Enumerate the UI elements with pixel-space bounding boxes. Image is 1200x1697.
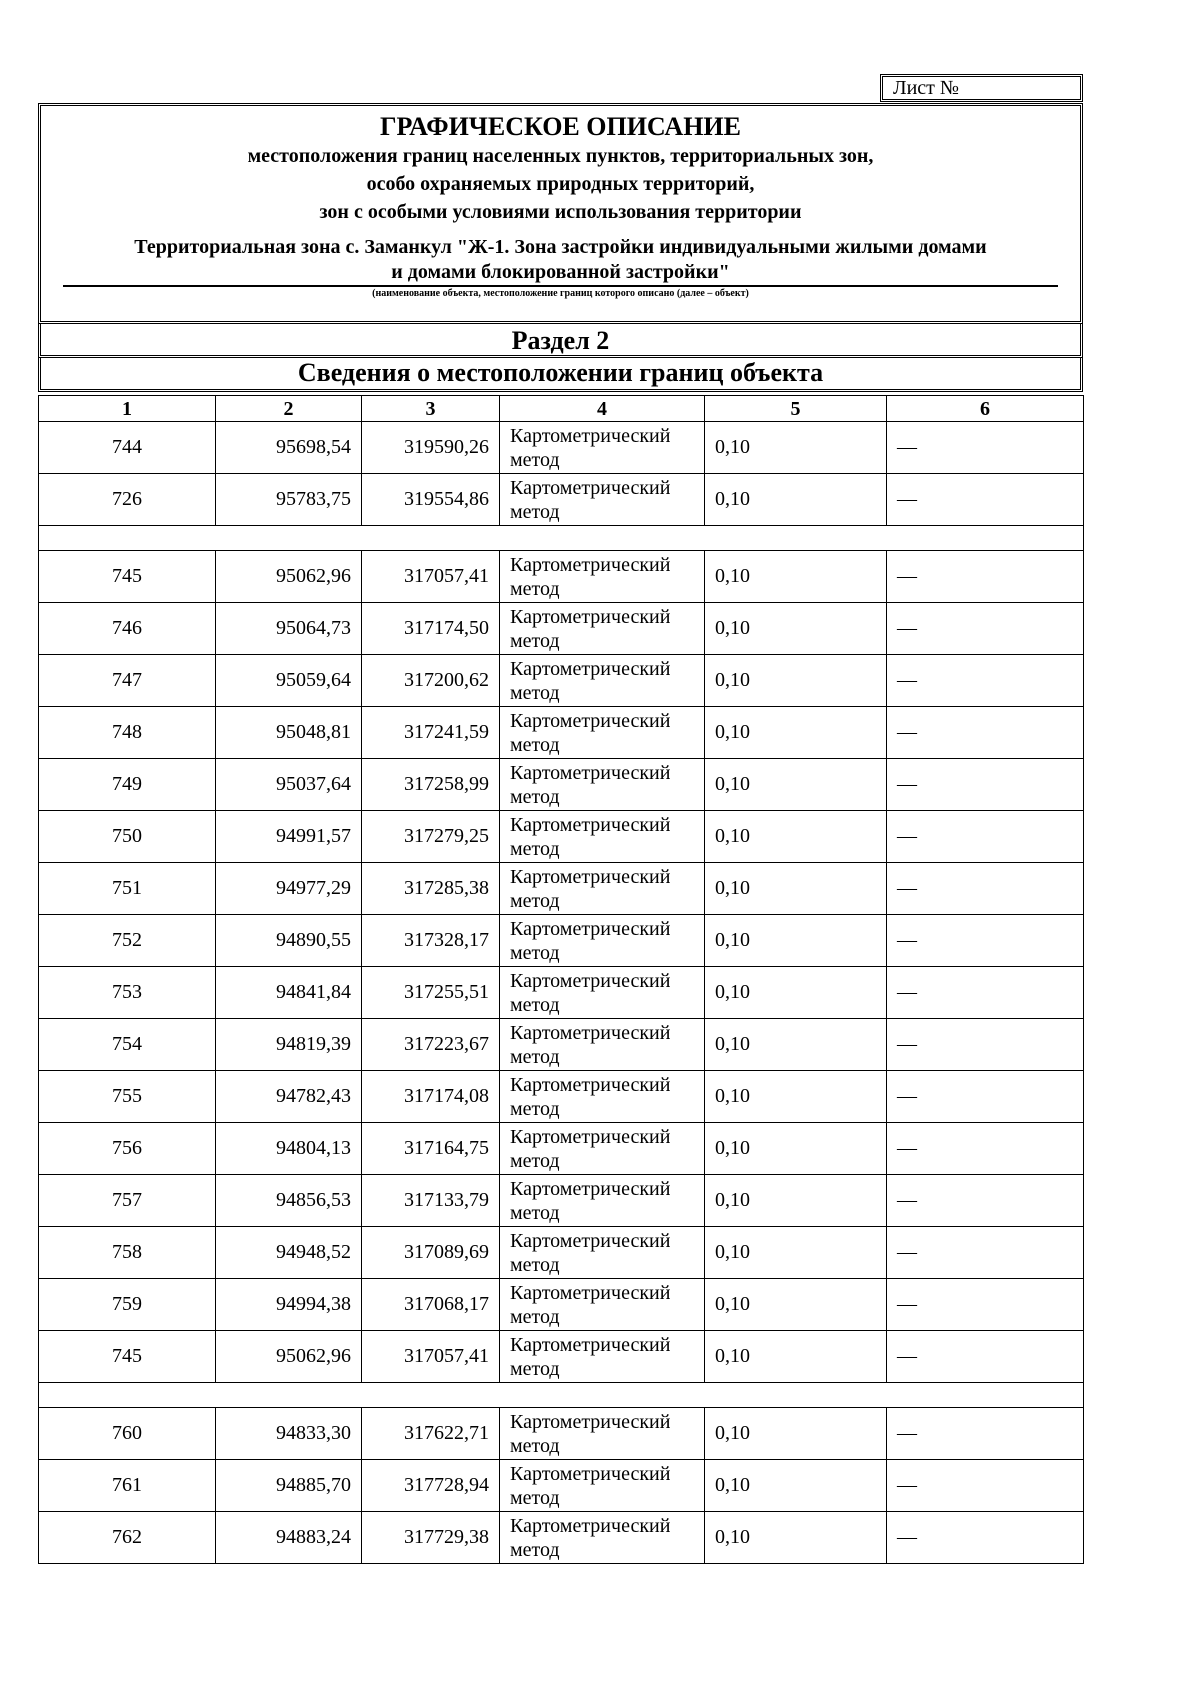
cell-coord-y: 317068,17	[362, 1279, 500, 1331]
cell-method: Картометрический метод	[500, 551, 705, 603]
table-row	[39, 1071, 1084, 1123]
cell-coord-y: 317279,25	[362, 811, 500, 863]
table-row	[39, 1460, 1084, 1512]
table-body	[39, 422, 1084, 1564]
cell-accuracy: 0,10	[705, 603, 887, 655]
table-row	[39, 1331, 1084, 1383]
cell-note: —	[887, 967, 1084, 1019]
sheet-number-label: Лист №	[893, 77, 959, 99]
cell-accuracy: 0,10	[705, 759, 887, 811]
cell-coord-y: 317200,62	[362, 655, 500, 707]
table-row	[39, 863, 1084, 915]
cell-accuracy: 0,10	[705, 1019, 887, 1071]
cell-coord-x: 95059,64	[216, 655, 362, 707]
cell-method: Картометрический метод	[500, 603, 705, 655]
cell-coord-x: 94833,30	[216, 1408, 362, 1460]
cell-coord-y: 317057,41	[362, 1331, 500, 1383]
cell-coord-y: 317164,75	[362, 1123, 500, 1175]
cell-note: —	[887, 603, 1084, 655]
cell-note: —	[887, 759, 1084, 811]
table-row	[39, 759, 1084, 811]
cell-accuracy: 0,10	[705, 863, 887, 915]
cell-coord-x: 95783,75	[216, 474, 362, 526]
cell-coord-y: 317057,41	[362, 551, 500, 603]
cell-point-number: 750	[39, 811, 216, 863]
cell-coord-x: 94856,53	[216, 1175, 362, 1227]
cell-method: Картометрический метод	[500, 1460, 705, 1512]
cell-method: Картометрический метод	[500, 707, 705, 759]
cell-method: Картометрический метод	[500, 1019, 705, 1071]
cell-note: —	[887, 707, 1084, 759]
cell-method: Картометрический метод	[500, 1512, 705, 1564]
table-row	[39, 1175, 1084, 1227]
table-row	[39, 1279, 1084, 1331]
cell-accuracy: 0,10	[705, 1512, 887, 1564]
cell-note: —	[887, 422, 1084, 474]
cell-accuracy: 0,10	[705, 811, 887, 863]
cell-note: —	[887, 1227, 1084, 1279]
section-subtitle: Сведения о местоположении границ объекта	[38, 358, 1083, 392]
cell-coord-x: 94819,39	[216, 1019, 362, 1071]
cell-method: Картометрический метод	[500, 1408, 705, 1460]
cell-method: Картометрический метод	[500, 863, 705, 915]
cell-point-number: 749	[39, 759, 216, 811]
cell-note: —	[887, 1071, 1084, 1123]
cell-coord-y: 317258,99	[362, 759, 500, 811]
cell-coord-y: 317223,67	[362, 1019, 500, 1071]
cell-point-number: 755	[39, 1071, 216, 1123]
cell-accuracy: 0,10	[705, 551, 887, 603]
cell-accuracy: 0,10	[705, 1279, 887, 1331]
cell-coord-x: 94782,43	[216, 1071, 362, 1123]
cell-coord-x: 95064,73	[216, 603, 362, 655]
cell-note: —	[887, 1019, 1084, 1071]
cell-point-number: 754	[39, 1019, 216, 1071]
cell-point-number: 747	[39, 655, 216, 707]
table-row	[39, 603, 1084, 655]
column-header-4: 4	[500, 396, 705, 422]
cell-point-number: 761	[39, 1460, 216, 1512]
cell-note: —	[887, 1331, 1084, 1383]
cell-coord-y: 317174,50	[362, 603, 500, 655]
cell-point-number: 748	[39, 707, 216, 759]
cell-coord-x: 94804,13	[216, 1123, 362, 1175]
table-row	[39, 655, 1084, 707]
sheet-number-box	[880, 74, 1083, 102]
cell-coord-y: 317174,08	[362, 1071, 500, 1123]
group-separator-cell	[39, 1383, 1084, 1408]
cell-point-number: 753	[39, 967, 216, 1019]
cell-coord-y: 317089,69	[362, 1227, 500, 1279]
cell-accuracy: 0,10	[705, 1460, 887, 1512]
cell-note: —	[887, 1123, 1084, 1175]
cell-method: Картометрический метод	[500, 1175, 705, 1227]
cell-method: Картометрический метод	[500, 811, 705, 863]
table-row	[39, 474, 1084, 526]
cell-method: Картометрический метод	[500, 474, 705, 526]
cell-note: —	[887, 1175, 1084, 1227]
table-row	[39, 915, 1084, 967]
cell-point-number: 751	[39, 863, 216, 915]
cell-point-number: 745	[39, 551, 216, 603]
group-separator-row	[39, 1383, 1084, 1408]
table-row	[39, 1019, 1084, 1071]
table-header-row	[39, 396, 1084, 422]
cell-method: Картометрический метод	[500, 422, 705, 474]
cell-note: —	[887, 1460, 1084, 1512]
cell-accuracy: 0,10	[705, 915, 887, 967]
cell-note: —	[887, 655, 1084, 707]
cell-coord-x: 95698,54	[216, 422, 362, 474]
cell-coord-x: 94977,29	[216, 863, 362, 915]
cell-accuracy: 0,10	[705, 655, 887, 707]
cell-accuracy: 0,10	[705, 422, 887, 474]
cell-coord-x: 94948,52	[216, 1227, 362, 1279]
column-header-1: 1	[39, 396, 216, 422]
cell-point-number: 752	[39, 915, 216, 967]
cell-point-number: 746	[39, 603, 216, 655]
subtitle-line-3: зон с особыми условиями использования территории	[319, 201, 802, 223]
cell-method: Картометрический метод	[500, 967, 705, 1019]
document-frame	[38, 103, 1083, 1564]
table-row	[39, 1408, 1084, 1460]
cell-coord-y: 319590,26	[362, 422, 500, 474]
table-row	[39, 1123, 1084, 1175]
document-header	[38, 103, 1083, 324]
cell-accuracy: 0,10	[705, 707, 887, 759]
cell-coord-y: 317622,71	[362, 1408, 500, 1460]
cell-method: Картометрический метод	[500, 655, 705, 707]
cell-coord-x: 94883,24	[216, 1512, 362, 1564]
cell-point-number: 756	[39, 1123, 216, 1175]
cell-coord-x: 94885,70	[216, 1460, 362, 1512]
table-row	[39, 1512, 1084, 1564]
cell-method: Картометрический метод	[500, 1279, 705, 1331]
cell-accuracy: 0,10	[705, 1071, 887, 1123]
cell-coord-x: 94991,57	[216, 811, 362, 863]
cell-point-number: 762	[39, 1512, 216, 1564]
column-header-2: 2	[216, 396, 362, 422]
cell-point-number: 744	[39, 422, 216, 474]
coordinates-table	[38, 395, 1084, 1564]
cell-point-number: 759	[39, 1279, 216, 1331]
cell-accuracy: 0,10	[705, 1331, 887, 1383]
table-row	[39, 1227, 1084, 1279]
cell-note: —	[887, 915, 1084, 967]
cell-method: Картометрический метод	[500, 1123, 705, 1175]
object-caption: (наименование объекта, местоположение границ которого описано (далее – объект)	[372, 288, 749, 299]
group-separator-row	[39, 526, 1084, 551]
table-row	[39, 422, 1084, 474]
cell-accuracy: 0,10	[705, 474, 887, 526]
cell-method: Картометрический метод	[500, 1227, 705, 1279]
cell-coord-y: 317241,59	[362, 707, 500, 759]
column-header-3: 3	[362, 396, 500, 422]
cell-note: —	[887, 474, 1084, 526]
cell-method: Картометрический метод	[500, 1071, 705, 1123]
cell-coord-y: 317728,94	[362, 1460, 500, 1512]
cell-coord-y: 319554,86	[362, 474, 500, 526]
cell-coord-y: 317285,38	[362, 863, 500, 915]
cell-point-number: 726	[39, 474, 216, 526]
cell-coord-y: 317255,51	[362, 967, 500, 1019]
object-name-line-1: Территориальная зона с. Заманкул "Ж-1. Зона застройки индивидуальными жилыми домами	[134, 236, 987, 258]
table-row	[39, 967, 1084, 1019]
subtitle-line-2: особо охраняемых природных территорий,	[366, 173, 755, 195]
cell-accuracy: 0,10	[705, 1227, 887, 1279]
cell-point-number: 760	[39, 1408, 216, 1460]
cell-point-number: 745	[39, 1331, 216, 1383]
cell-note: —	[887, 863, 1084, 915]
subtitle-line-1: местоположения границ населенных пунктов, территориальных зон,	[247, 145, 874, 167]
cell-accuracy: 0,10	[705, 1408, 887, 1460]
cell-coord-x: 95062,96	[216, 551, 362, 603]
object-name-line-2: и домами блокированной застройки"	[391, 261, 730, 283]
document-title: ГРАФИЧЕСКОЕ ОПИСАНИЕ	[380, 112, 741, 141]
cell-accuracy: 0,10	[705, 1175, 887, 1227]
cell-coord-x: 95062,96	[216, 1331, 362, 1383]
cell-coord-y: 317133,79	[362, 1175, 500, 1227]
cell-coord-x: 94841,84	[216, 967, 362, 1019]
cell-accuracy: 0,10	[705, 967, 887, 1019]
cell-accuracy: 0,10	[705, 1123, 887, 1175]
cell-note: —	[887, 1408, 1084, 1460]
table-row	[39, 811, 1084, 863]
column-header-6: 6	[887, 396, 1084, 422]
cell-coord-x: 94994,38	[216, 1279, 362, 1331]
table-row	[39, 551, 1084, 603]
cell-note: —	[887, 551, 1084, 603]
cell-method: Картометрический метод	[500, 915, 705, 967]
cell-note: —	[887, 1512, 1084, 1564]
cell-method: Картометрический метод	[500, 1331, 705, 1383]
cell-coord-y: 317729,38	[362, 1512, 500, 1564]
cell-point-number: 758	[39, 1227, 216, 1279]
cell-method: Картометрический метод	[500, 759, 705, 811]
cell-point-number: 757	[39, 1175, 216, 1227]
cell-note: —	[887, 1279, 1084, 1331]
cell-note: —	[887, 811, 1084, 863]
cell-coord-x: 94890,55	[216, 915, 362, 967]
section-title: Раздел 2	[38, 324, 1083, 358]
cell-coord-y: 317328,17	[362, 915, 500, 967]
cell-coord-x: 95037,64	[216, 759, 362, 811]
column-header-5: 5	[705, 396, 887, 422]
table-row	[39, 707, 1084, 759]
cell-coord-x: 95048,81	[216, 707, 362, 759]
group-separator-cell	[39, 526, 1084, 551]
